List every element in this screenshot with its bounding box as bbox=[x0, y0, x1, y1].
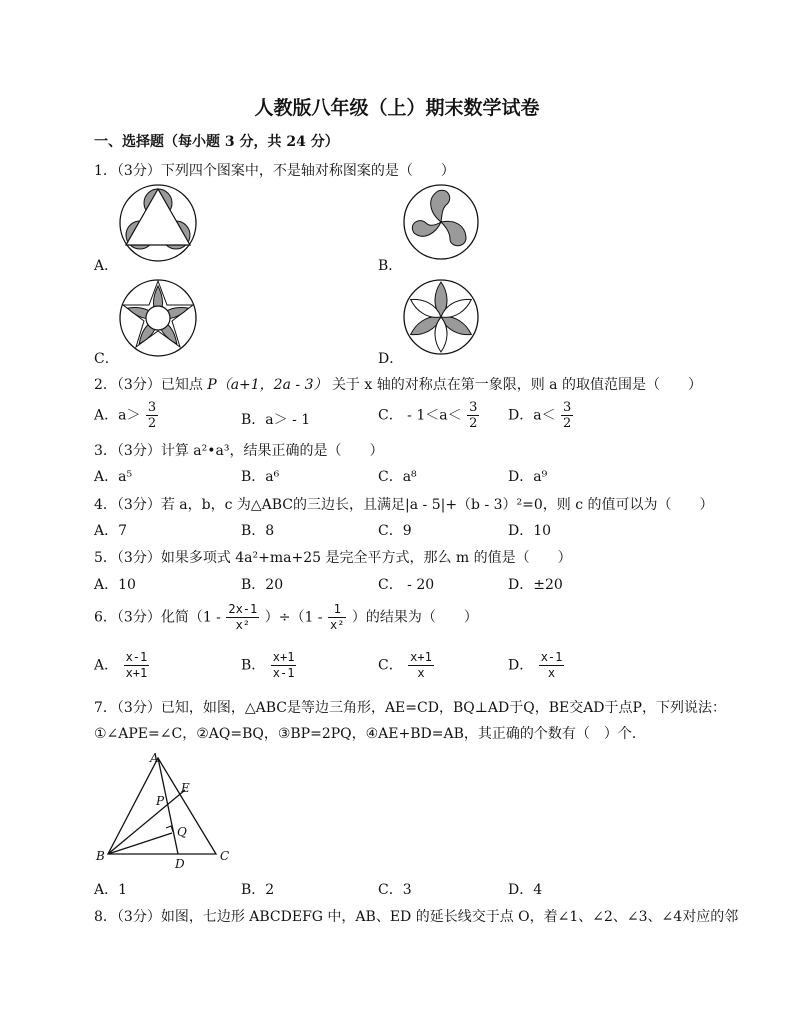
fraction bbox=[124, 650, 150, 681]
question-2-option-c-text: C． - 1＜a＜ bbox=[378, 407, 462, 424]
question-2-point: P（a+1，2a - 3） bbox=[207, 377, 328, 393]
question-2-stem bbox=[94, 374, 702, 394]
figure-1c-star-flower bbox=[118, 278, 198, 358]
question-5-option-c: C． - 20 bbox=[378, 577, 435, 593]
question-5-option-b: B．20 bbox=[241, 577, 284, 593]
question-4-option-c: C．9 bbox=[378, 523, 412, 539]
fraction bbox=[271, 650, 297, 681]
question-3-stem: 3．（3分）计算 a²•a³，结果正确的是（ ） bbox=[94, 443, 384, 459]
question-4-stem: 4．（3分）若 a，b，c 为△ABC的三边长，且满足|a - 5|+（b - 3）²=0，则 c 的值可以为（ ） bbox=[94, 497, 714, 513]
question-4-option-d: D．10 bbox=[508, 523, 552, 539]
question-7-stem-line-2: ①∠APE=∠C，②AQ=BQ，③BP=2PQ，④AE+BD=AB，其正确的个数有（ ）个． bbox=[94, 726, 646, 742]
question-7-option-d: D．4 bbox=[508, 882, 543, 898]
fraction-numerator: 3 bbox=[563, 400, 572, 415]
fraction-denominator: x² bbox=[330, 618, 345, 632]
question-3-option-c: C．a⁸ bbox=[378, 469, 417, 485]
question-6-stem-post: ）的结果为（ ） bbox=[351, 609, 478, 626]
figure-7-triangle bbox=[92, 748, 242, 870]
fraction-denominator: x² bbox=[235, 618, 251, 632]
question-1-label-a: A． bbox=[94, 258, 119, 274]
question-1-label-b: B． bbox=[378, 258, 403, 274]
fig-label-q: Q bbox=[177, 825, 187, 839]
question-1-label-c: C． bbox=[94, 351, 119, 367]
question-2-option-b: B．a＞ - 1 bbox=[241, 412, 311, 428]
question-6-stem-pre: 6．（3分）化简（1 - bbox=[94, 609, 221, 626]
fraction-numerator: 2x-1 bbox=[228, 602, 258, 616]
fraction-denominator: x+1 bbox=[125, 666, 148, 680]
fig-label-p: P bbox=[156, 794, 165, 808]
fraction-numerator: x+1 bbox=[410, 650, 432, 664]
question-6-stem-mid: ）÷（1 - bbox=[264, 609, 323, 626]
figure-1d-six-petal bbox=[402, 278, 480, 356]
fraction bbox=[146, 400, 158, 431]
question-5-option-a: A．10 bbox=[94, 577, 136, 593]
fig-label-e: E bbox=[181, 781, 190, 795]
question-2-option-d-text: D．a＜ bbox=[508, 407, 556, 424]
question-5-option-d: D．±20 bbox=[508, 577, 563, 593]
fraction-denominator: 2 bbox=[469, 416, 478, 431]
question-2-stem-post: 关于 x 轴的对称点在第一象限，则 a 的取值范围是（ ） bbox=[331, 377, 702, 393]
question-2-option-d bbox=[508, 400, 574, 431]
fraction-denominator: 2 bbox=[563, 416, 572, 431]
question-2-option-c bbox=[378, 400, 480, 431]
fraction bbox=[226, 602, 259, 633]
option-label: A． bbox=[94, 657, 119, 674]
fig-label-d: D bbox=[175, 857, 185, 870]
question-2-stem-pre: 2．（3分）已知点 bbox=[94, 377, 203, 393]
question-5-stem: 5．（3分）如果多项式 4a²+ma+25 是完全平方式，那么 m 的值是（ ） bbox=[94, 550, 572, 566]
question-4-option-b: B．8 bbox=[241, 523, 275, 539]
question-6-option-c bbox=[378, 650, 435, 681]
fraction bbox=[408, 650, 434, 681]
figure-1a-triangle-trefoil bbox=[118, 183, 198, 263]
question-3-option-b: B．a⁶ bbox=[241, 469, 280, 485]
fig-label-b: B bbox=[96, 849, 105, 863]
question-1-label-d: D． bbox=[378, 351, 404, 367]
question-1-stem: 1．（3分）下列四个图案中，不是轴对称图案的是（ ） bbox=[94, 163, 455, 179]
question-2-option-a-text: A．a＞ bbox=[94, 407, 141, 424]
fraction bbox=[328, 602, 346, 633]
fraction-denominator: 2 bbox=[147, 416, 157, 431]
fraction-numerator: x+1 bbox=[272, 650, 295, 664]
question-6-option-b bbox=[241, 650, 297, 681]
question-7-option-a: A．1 bbox=[94, 882, 128, 898]
fraction-numerator: x-1 bbox=[125, 650, 148, 664]
question-8-stem: 8．（3分）如图，七边形 ABCDEFG 中，AB、ED 的延长线交于点 O，着∠1、∠2、∠3、∠4对应的邻 bbox=[94, 909, 739, 925]
question-7-option-c: C．3 bbox=[378, 882, 412, 898]
fig-label-a: A bbox=[150, 751, 159, 765]
fraction-numerator: 3 bbox=[147, 400, 157, 415]
question-3-option-d: D．a⁹ bbox=[508, 469, 548, 485]
fraction bbox=[561, 400, 573, 431]
question-3-option-a: A．a⁵ bbox=[94, 469, 133, 485]
question-7-option-b: B．2 bbox=[241, 882, 275, 898]
option-label: B． bbox=[241, 657, 266, 674]
fraction-numerator: 1 bbox=[328, 602, 346, 618]
question-7-stem-line-1: 7．（3分）已知，如图，△ABC是等边三角形，AE=CD，BQ⊥AD于Q，BE交AD于点P，下列说法： bbox=[94, 700, 726, 716]
fraction-numerator: x-1 bbox=[540, 650, 563, 664]
page-title: 人教版八年级（上）期末数学试卷 bbox=[254, 97, 540, 119]
fraction-denominator: x bbox=[547, 666, 556, 680]
section-heading: 一、选择题（每小题 3 分，共 24 分） bbox=[94, 134, 339, 150]
fraction-denominator: x bbox=[417, 666, 425, 680]
question-4-option-a: A．7 bbox=[94, 523, 128, 539]
fig-label-c: C bbox=[220, 849, 230, 863]
fraction bbox=[467, 400, 479, 431]
question-6-stem bbox=[94, 602, 478, 633]
question-6-option-a bbox=[94, 650, 150, 681]
option-label: C． bbox=[378, 657, 403, 674]
fraction-numerator: 3 bbox=[469, 400, 478, 415]
fraction bbox=[539, 650, 565, 681]
figure-1b-swirl bbox=[402, 183, 480, 261]
question-2-option-a bbox=[94, 400, 159, 431]
fraction-denominator: x-1 bbox=[272, 666, 295, 680]
question-6-option-d bbox=[508, 650, 565, 681]
option-label: D． bbox=[508, 657, 534, 674]
